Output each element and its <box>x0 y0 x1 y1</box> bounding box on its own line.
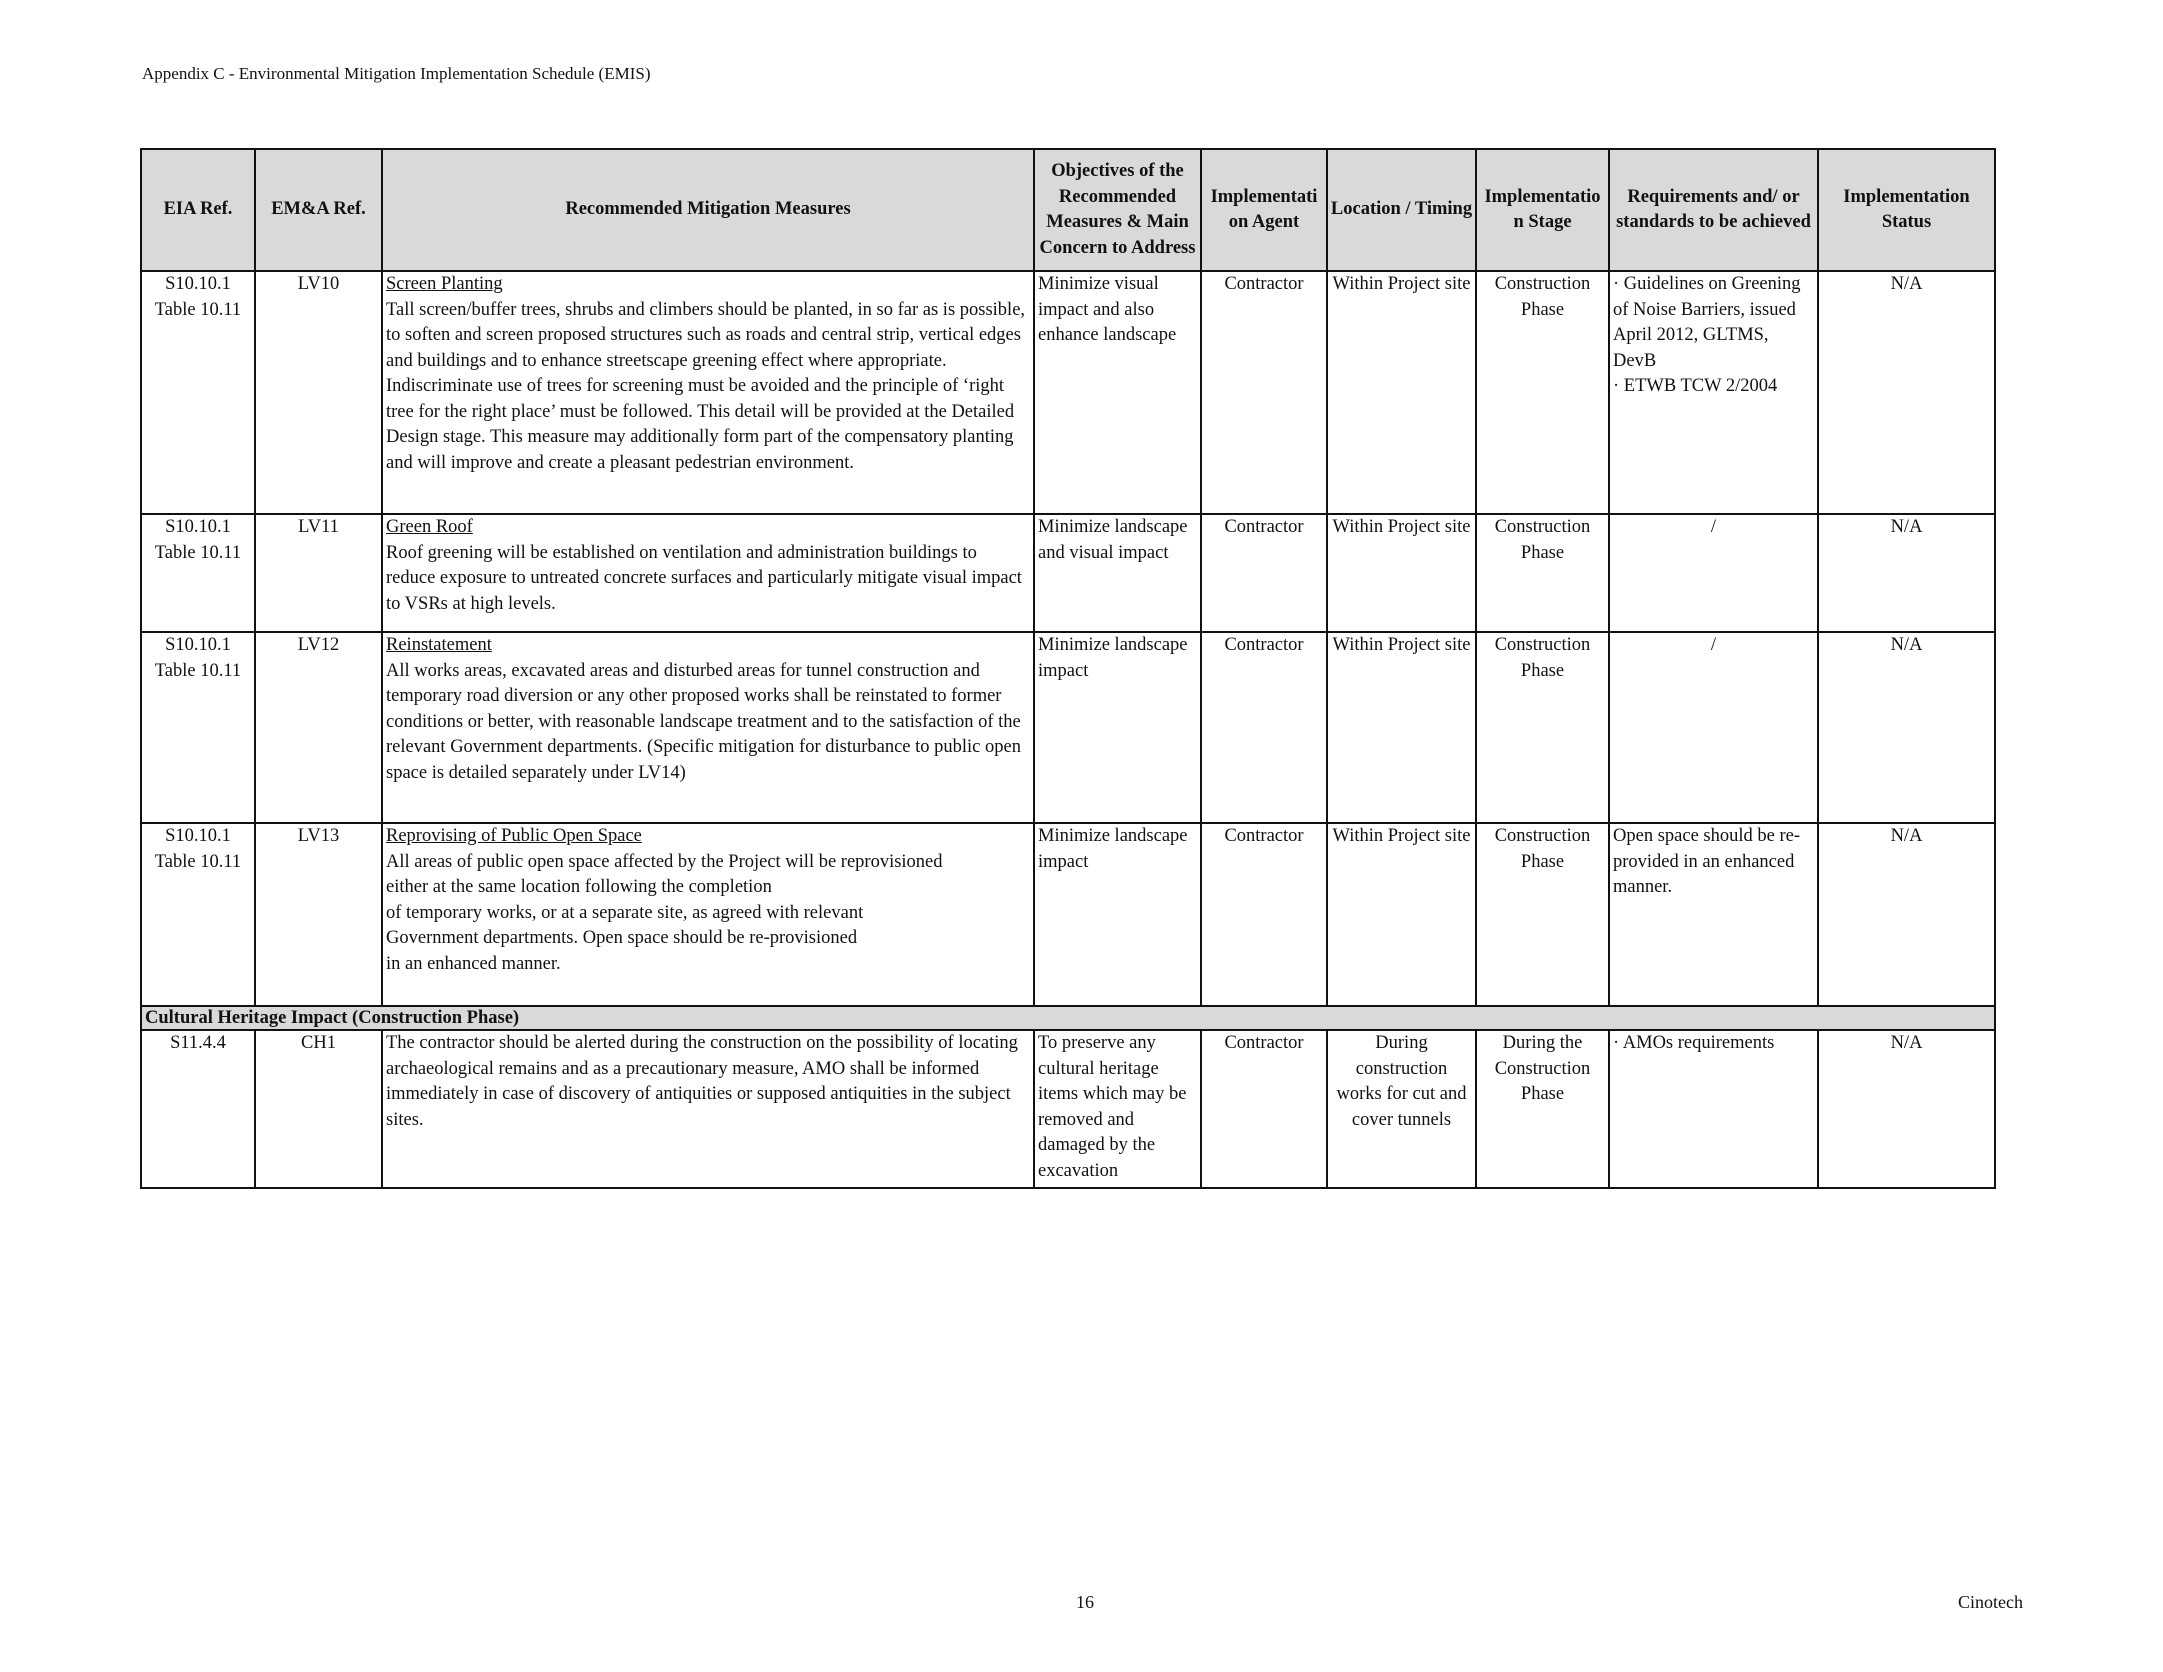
ema-ref-cell: LV10 <box>255 271 382 514</box>
column-header-eia-ref: EIA Ref. <box>141 149 255 271</box>
measure-title: Green Roof <box>386 517 473 537</box>
measure-description: All works areas, excavated areas and disturbed areas for tunnel construction and temporary road diversion or any other proposed works shall be reinstated to former conditions or better, with reasonable landscape treatment and to the satisfaction of the relevant Government departments. (Specific mitigation for disturbance to public open space is detailed separately under LV14) <box>386 660 1021 783</box>
objectives-cell: Minimize landscape and visual impact <box>1034 514 1201 632</box>
measure-description: Tall screen/buffer trees, shrubs and climbers should be planted, in so far as is possible, to soften and screen proposed structures such as roads and central strip, vertical edges and buildings and to enhance streetscape greening effect where appropriate. Indiscriminate use of trees for screening must be avoided and the principle of ‘right tree for the right place’ must be followed. This detail will be provided at the Detailed Design stage. This measure may additionally form part of the compensatory planting and will improve and create a pleasant pedestrian environment. <box>386 299 1026 473</box>
agent-cell: Contractor <box>1201 1030 1327 1188</box>
agent-cell: Contractor <box>1201 271 1327 514</box>
measure-description: All areas of public open space affected by the Project will be reprovisioned either at the same location following the completion of temporary works, or at a separate site, as agreed with relevant Government departments. Open space should be re-provisioned in an enhanced manner. <box>386 851 943 974</box>
table-header-row <box>141 149 1995 271</box>
measure-cell <box>382 271 1034 514</box>
objectives-cell: Minimize landscape impact <box>1034 823 1201 1006</box>
section-header-row <box>141 1006 1995 1030</box>
section-header-cultural-heritage: Cultural Heritage Impact (Construction Phase) <box>141 1006 1995 1030</box>
measure-title: Screen Planting <box>386 274 503 294</box>
measure-description: Roof greening will be established on ventilation and administration buildings to reduce exposure to untreated concrete surfaces and particularly mitigate visual impact to VSRs at high levels. <box>386 542 1022 614</box>
stage-cell: During the Construction Phase <box>1476 1030 1609 1188</box>
ema-ref-cell: LV11 <box>255 514 382 632</box>
stage-cell: Construction Phase <box>1476 632 1609 823</box>
stage-cell: Construction Phase <box>1476 823 1609 1006</box>
location-cell: Within Project site <box>1327 823 1476 1006</box>
measure-cell <box>382 514 1034 632</box>
column-header-stage: Implementatio n Stage <box>1476 149 1609 271</box>
measure-cell <box>382 823 1034 1006</box>
table-row <box>141 271 1995 514</box>
column-header-status: Implementation Status <box>1818 149 1995 271</box>
agent-cell: Contractor <box>1201 823 1327 1006</box>
eia-ref-cell: S11.4.4 <box>141 1030 255 1188</box>
requirements-cell: Open space should be re-provided in an enhanced manner. <box>1609 823 1818 1006</box>
measure-cell: The contractor should be alerted during the construction on the possibility of locating archaeological remains and as a precautionary measure, AMO shall be informed immediately in case of discovery of antiquities or supposed antiquities in the subject sites. <box>382 1030 1034 1188</box>
agent-cell: Contractor <box>1201 514 1327 632</box>
measure-title: Reprovising of Public Open Space <box>386 826 642 846</box>
location-cell: During construction works for cut and cover tunnels <box>1327 1030 1476 1188</box>
page-number: 16 <box>1076 1592 1094 1612</box>
table-row <box>141 1030 1995 1188</box>
location-cell: Within Project site <box>1327 271 1476 514</box>
column-header-agent: Implementati on Agent <box>1201 149 1327 271</box>
status-cell: N/A <box>1818 271 1995 514</box>
status-cell: N/A <box>1818 514 1995 632</box>
table-row <box>141 632 1995 823</box>
column-header-ema-ref: EM&A Ref. <box>255 149 382 271</box>
objectives-cell: Minimize landscape impact <box>1034 632 1201 823</box>
table-row <box>141 823 1995 1006</box>
column-header-measures: Recommended Mitigation Measures <box>382 149 1034 271</box>
status-cell: N/A <box>1818 823 1995 1006</box>
agent-cell: Contractor <box>1201 632 1327 823</box>
emis-table <box>140 148 1996 1189</box>
stage-cell: Construction Phase <box>1476 514 1609 632</box>
ema-ref-cell: LV12 <box>255 632 382 823</box>
page-header-title: Appendix C - Environmental Mitigation Implementation Schedule (EMIS) <box>142 64 651 83</box>
column-header-location: Location / Timing <box>1327 149 1476 271</box>
table-row <box>141 514 1995 632</box>
column-header-requirements: Requirements and/ or standards to be achieved <box>1609 149 1818 271</box>
eia-ref-cell: S10.10.1 Table 10.11 <box>141 271 255 514</box>
company-name: Cinotech <box>1958 1592 2023 1612</box>
location-cell: Within Project site <box>1327 632 1476 823</box>
requirements-cell: / <box>1609 514 1818 632</box>
ema-ref-cell: CH1 <box>255 1030 382 1188</box>
column-header-objectives: Objectives of the Recommended Measures & Main Concern to Address <box>1034 149 1201 271</box>
status-cell: N/A <box>1818 632 1995 823</box>
objectives-cell: To preserve any cultural heritage items which may be removed and damaged by the excavation <box>1034 1030 1201 1188</box>
requirements-cell: / <box>1609 632 1818 823</box>
measure-cell <box>382 632 1034 823</box>
location-cell: Within Project site <box>1327 514 1476 632</box>
requirements-cell: · AMOs requirements <box>1609 1030 1818 1188</box>
eia-ref-cell: S10.10.1 Table 10.11 <box>141 514 255 632</box>
status-cell: N/A <box>1818 1030 1995 1188</box>
objectives-cell: Minimize visual impact and also enhance landscape <box>1034 271 1201 514</box>
measure-title: Reinstatement <box>386 635 492 655</box>
stage-cell: Construction Phase <box>1476 271 1609 514</box>
eia-ref-cell: S10.10.1 Table 10.11 <box>141 632 255 823</box>
ema-ref-cell: LV13 <box>255 823 382 1006</box>
eia-ref-cell: S10.10.1 Table 10.11 <box>141 823 255 1006</box>
requirements-cell: · Guidelines on Greening of Noise Barriers, issued April 2012, GLTMS, DevB · ETWB TCW 2/2004 <box>1609 271 1818 514</box>
